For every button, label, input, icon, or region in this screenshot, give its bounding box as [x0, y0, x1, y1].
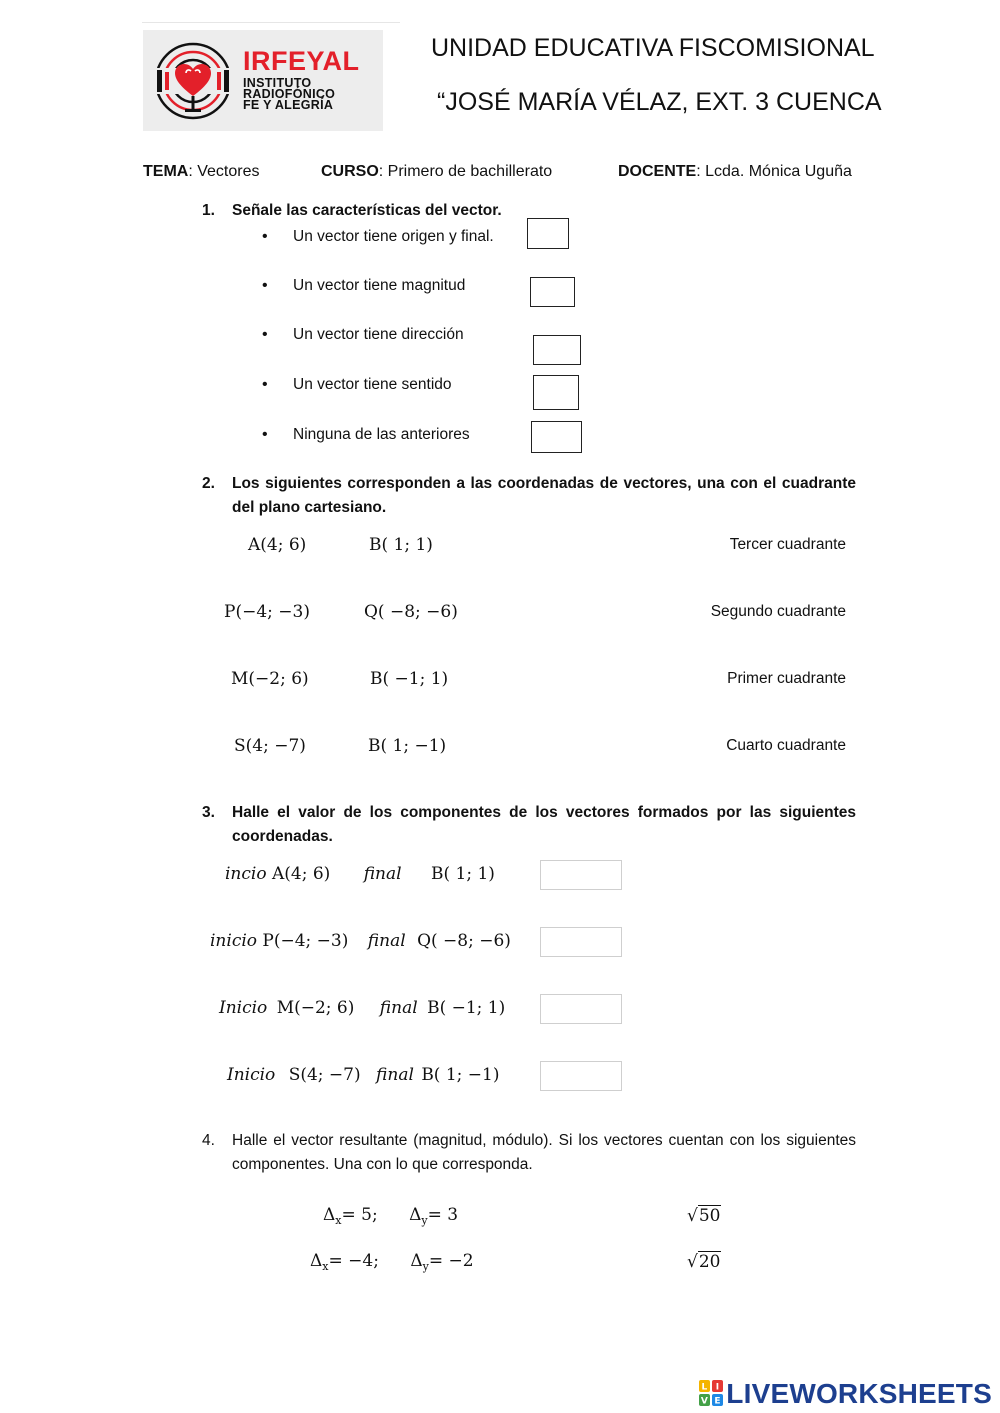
header-rule	[142, 22, 400, 23]
course-field	[321, 163, 552, 181]
question-4-text: Halle el vector resultante (magnitud, módulo). Si los vectores cuentan con los siguientes componentes. Una con lo que corresponda.	[232, 1132, 856, 1173]
q4-row-2-x-sub: x	[322, 1260, 329, 1273]
q1-option-5-label: Ninguna de las anteriores	[293, 426, 470, 443]
q3-row-4-end: B( 1; −1)	[421, 1065, 500, 1085]
bullet-icon: •	[262, 376, 268, 393]
logo-line-2: RADIOFÓNICO	[243, 87, 336, 101]
q3-row-3	[219, 998, 505, 1018]
question-3-text: Halle el valor de los componentes de los vectores formados por las siguientes coordenadas.	[232, 804, 856, 845]
q4-row-1-y-sub: y	[421, 1214, 428, 1227]
q2-row-3-point-b: B( −1; 1)	[370, 669, 449, 689]
q2-row-3-point-a: M(−2; 6)	[231, 669, 309, 689]
q3-row-4-start-word: Inicio	[227, 1065, 276, 1085]
logo-brand: IRFEYAL	[243, 46, 360, 76]
school-logo	[143, 30, 383, 131]
q1-option-3-checkbox[interactable]	[533, 335, 581, 365]
q3-row-3-answer-field[interactable]	[540, 994, 622, 1024]
q3-row-1-end: B( 1; 1)	[431, 864, 495, 884]
q1-option-4-label: Un vector tiene sentido	[293, 376, 452, 393]
q3-row-3-end: B( −1; 1)	[427, 998, 506, 1018]
q4-row-2-components	[310, 1251, 474, 1273]
sqrt-icon: √	[687, 1252, 698, 1272]
q3-row-1-answer-field[interactable]	[540, 860, 622, 890]
bullet-icon: •	[262, 228, 268, 245]
school-name-line-2: “JOSÉ MARÍA VÉLAZ, EXT. 3 CUENCA	[437, 88, 882, 116]
q3-row-3-end-word: final	[379, 998, 418, 1018]
q4-answer-sqrt-20[interactable]	[687, 1252, 721, 1272]
q3-row-4-answer-field[interactable]	[540, 1061, 622, 1091]
teacher-value: : Lcda. Mónica Uguña	[696, 163, 852, 180]
q3-row-2-end-word: final	[367, 931, 406, 951]
teacher-field	[618, 163, 852, 181]
q4-radicand-2: 20	[698, 1252, 721, 1272]
q3-row-4-end-word: final	[376, 1065, 414, 1085]
teacher-label: DOCENTE	[618, 163, 697, 180]
q1-option-1-label: Un vector tiene origen y final.	[293, 228, 494, 245]
question-4-number: 4.	[202, 1132, 215, 1149]
liveworksheets-icon	[699, 1380, 723, 1406]
q2-row-1-point-b: B( 1; 1)	[369, 535, 433, 555]
q2-quadrant-2[interactable]: Segundo cuadrante	[710, 603, 846, 620]
q3-row-1-end-word: final	[363, 864, 402, 884]
course-label: CURSO	[321, 163, 379, 180]
q3-row-4	[227, 1065, 499, 1085]
q4-row-1-components	[323, 1205, 458, 1227]
q2-quadrant-1[interactable]: Tercer cuadrante	[729, 536, 846, 553]
question-1-text: Señale las características del vector.	[232, 202, 502, 219]
q2-quadrant-4[interactable]: Cuarto cuadrante	[726, 737, 846, 754]
q3-row-2-answer-field[interactable]	[540, 927, 622, 957]
liveworksheets-wordmark: LIVEWORKSHEETS	[726, 1378, 992, 1409]
q4-radicand-1: 50	[698, 1206, 721, 1226]
topic-label: TEMA	[143, 163, 189, 180]
q3-row-2-start: P(−4; −3)	[262, 931, 349, 951]
icon-letter-e: E	[714, 1396, 721, 1406]
q1-option-2-checkbox[interactable]	[530, 277, 575, 307]
q2-row-2-point-a: P(−4; −3)	[224, 602, 310, 622]
delta-icon: Δ	[310, 1251, 323, 1271]
q4-row-1-x-sub: x	[335, 1214, 342, 1227]
q4-row-2-y-sub: y	[422, 1260, 429, 1273]
school-name-line-1: UNIDAD EDUCATIVA FISCOMISIONAL	[431, 34, 875, 62]
question-2-text: Los siguientes corresponden a las coordenadas de vectores, una con el cuadrante del plano cartesiano.	[232, 475, 856, 516]
radio-waves-icon	[151, 40, 235, 122]
delta-icon: Δ	[410, 1251, 423, 1271]
q2-row-1-point-a: A(4; 6)	[248, 535, 307, 555]
logo-line-1: INSTITUTO	[243, 76, 312, 90]
course-value: : Primero de bachillerato	[378, 163, 553, 180]
question-2-number: 2.	[202, 475, 215, 492]
q3-row-3-start-word: Inicio	[219, 998, 268, 1018]
q3-row-2	[210, 931, 511, 951]
question-1-number: 1.	[202, 202, 215, 219]
topic-field	[143, 163, 259, 181]
q1-option-4-checkbox[interactable]	[533, 375, 579, 410]
q2-row-4-point-b: B( 1; −1)	[368, 736, 447, 756]
q3-row-2-end: Q( −8; −6)	[417, 931, 511, 951]
liveworksheets-logo[interactable]	[699, 1378, 992, 1410]
bullet-icon: •	[262, 426, 268, 443]
delta-icon: Δ	[409, 1205, 422, 1225]
sqrt-icon: √	[687, 1206, 698, 1226]
q2-quadrant-3[interactable]: Primer cuadrante	[727, 670, 846, 687]
q4-row-1-x-value: = 5;	[341, 1205, 378, 1225]
q1-option-2-label: Un vector tiene magnitud	[293, 277, 466, 294]
bullet-icon: •	[262, 326, 268, 343]
q3-row-1	[225, 864, 495, 884]
q4-row-1-y-value: = 3	[427, 1205, 459, 1225]
q4-answer-sqrt-50[interactable]	[687, 1206, 721, 1226]
q4-row-2-x-value: = −4;	[328, 1251, 379, 1271]
q3-row-1-start: A(4; 6)	[272, 864, 331, 884]
q2-row-4-point-a: S(4; −7)	[234, 736, 306, 756]
icon-letter-i: I	[716, 1382, 720, 1393]
delta-icon: Δ	[323, 1205, 336, 1225]
q3-row-4-start: S(4; −7)	[288, 1065, 361, 1085]
q3-row-2-start-word: inicio	[210, 931, 258, 951]
icon-letter-v: V	[701, 1396, 709, 1406]
logo-line-3: FE Y ALEGRÍA	[243, 98, 334, 112]
topic-value: : Vectores	[188, 163, 260, 180]
q1-option-5-checkbox[interactable]	[531, 421, 582, 453]
question-3-number: 3.	[202, 804, 215, 821]
bullet-icon: •	[262, 277, 268, 294]
q4-row-2-y-value: = −2	[428, 1251, 474, 1271]
q1-option-3-label: Un vector tiene dirección	[293, 326, 464, 343]
icon-letter-l: L	[701, 1382, 708, 1393]
q2-row-2-point-b: Q( −8; −6)	[364, 602, 458, 622]
q3-row-3-start: M(−2; 6)	[276, 998, 355, 1018]
q1-option-1-checkbox[interactable]	[527, 218, 569, 249]
q3-row-1-start-word: incio	[225, 864, 267, 884]
